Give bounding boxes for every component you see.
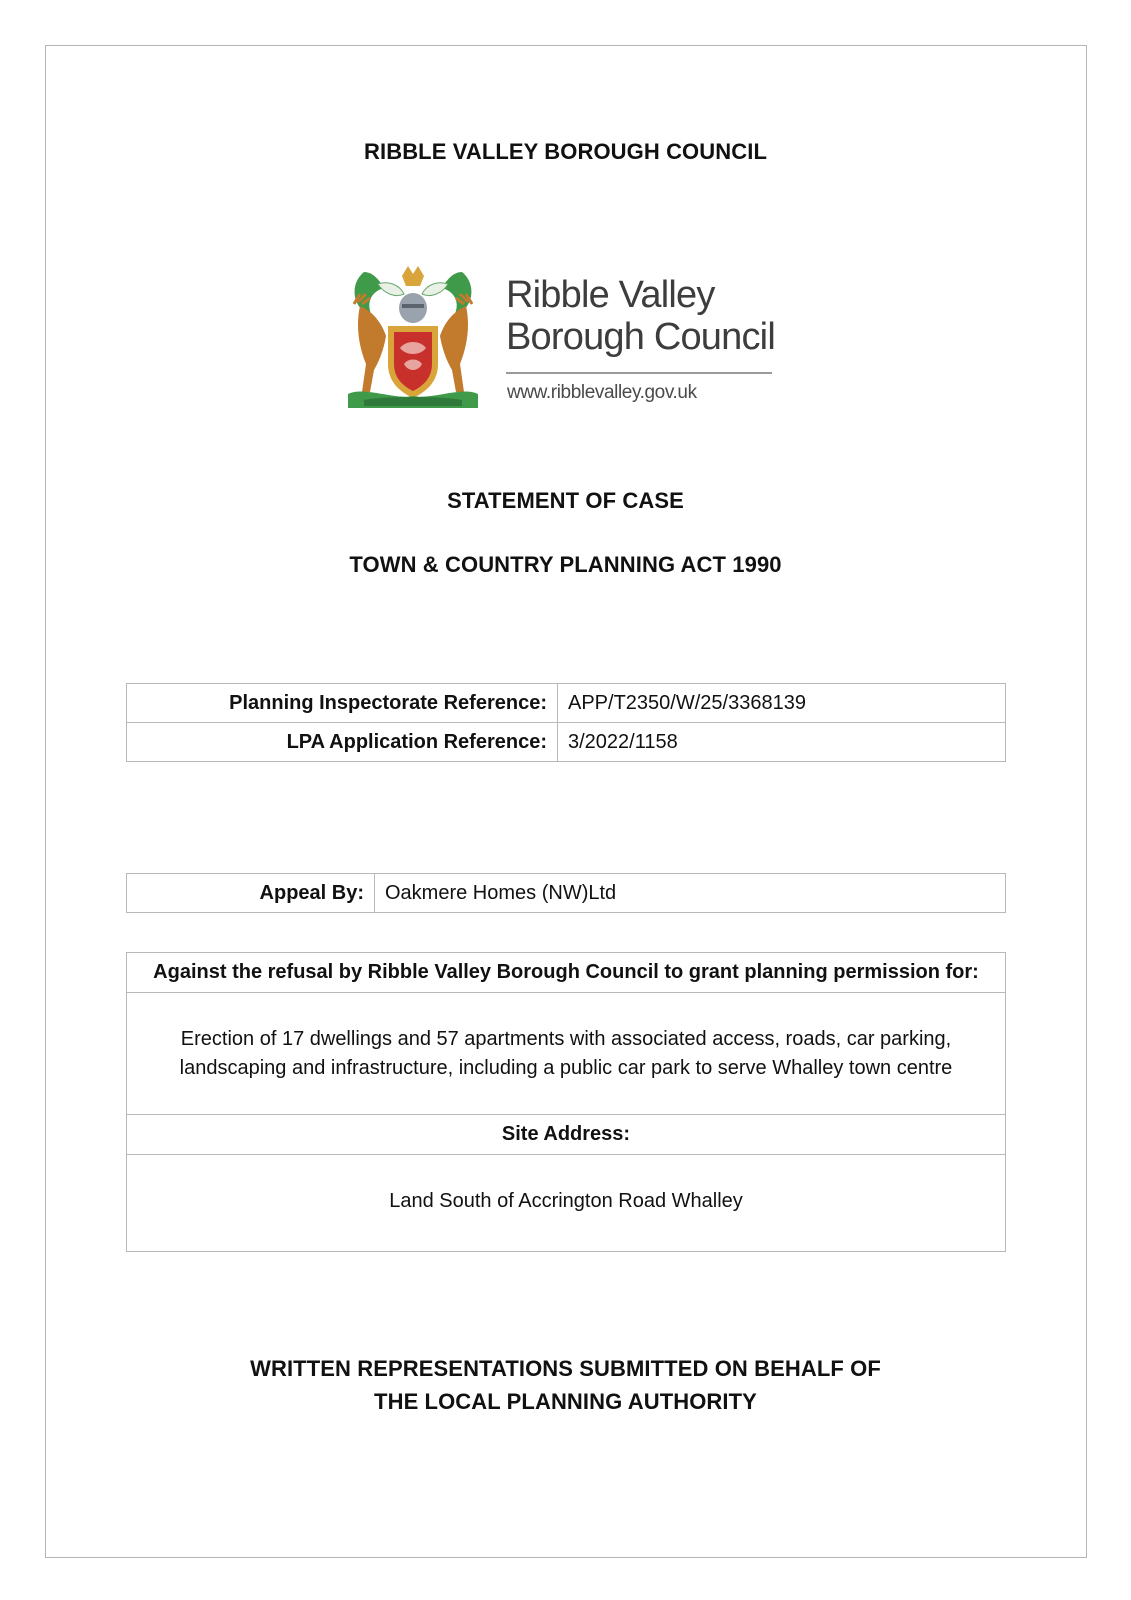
site-address-heading: Site Address: [127,1115,1005,1155]
reference-value: APP/T2350/W/25/3368139 [558,684,1006,723]
appeal-value: Oakmere Homes (NW)Ltd [375,874,1006,913]
council-logo [344,262,784,412]
table-row [127,874,1006,913]
statement-title: STATEMENT OF CASE [447,488,684,513]
table-row [127,684,1006,723]
logo-name-line2: Borough Council [506,316,775,358]
footer-title [0,1352,1131,1418]
logo-divider [506,372,772,374]
proposal-description [127,993,1005,1115]
reference-label: LPA Application Reference: [127,723,558,762]
appeal-table [126,873,1006,913]
logo-name-line1: Ribble Valley [506,274,715,316]
coat-of-arms-icon [344,264,482,410]
refusal-heading: Against the refusal by Ribble Valley Borough Council to grant planning permission for: [127,953,1005,993]
table-row [127,723,1006,762]
reference-label: Planning Inspectorate Reference: [127,684,558,723]
proposal-line: landscaping and infrastructure, including a public car park to serve Whalley town centre [179,1057,953,1079]
footer-line: WRITTEN REPRESENTATIONS SUBMITTED ON BEHALF OF [250,1356,881,1381]
logo-url: www.ribblevalley.gov.uk [507,382,697,403]
act-title: TOWN & COUNTRY PLANNING ACT 1990 [349,552,782,577]
references-table [126,683,1006,762]
proposal-line: Erection of 17 dwellings and 57 apartments with associated access, roads, car parking, [180,1028,952,1050]
reference-value: 3/2022/1158 [558,723,1006,762]
site-address: Land South of Accrington Road Whalley [389,1190,743,1212]
refusal-box [126,952,1006,1252]
appeal-label: Appeal By: [127,874,375,913]
logo-wordmark [506,274,775,358]
council-title: RIBBLE VALLEY BOROUGH COUNCIL [364,139,767,164]
footer-line: THE LOCAL PLANNING AUTHORITY [374,1389,757,1414]
